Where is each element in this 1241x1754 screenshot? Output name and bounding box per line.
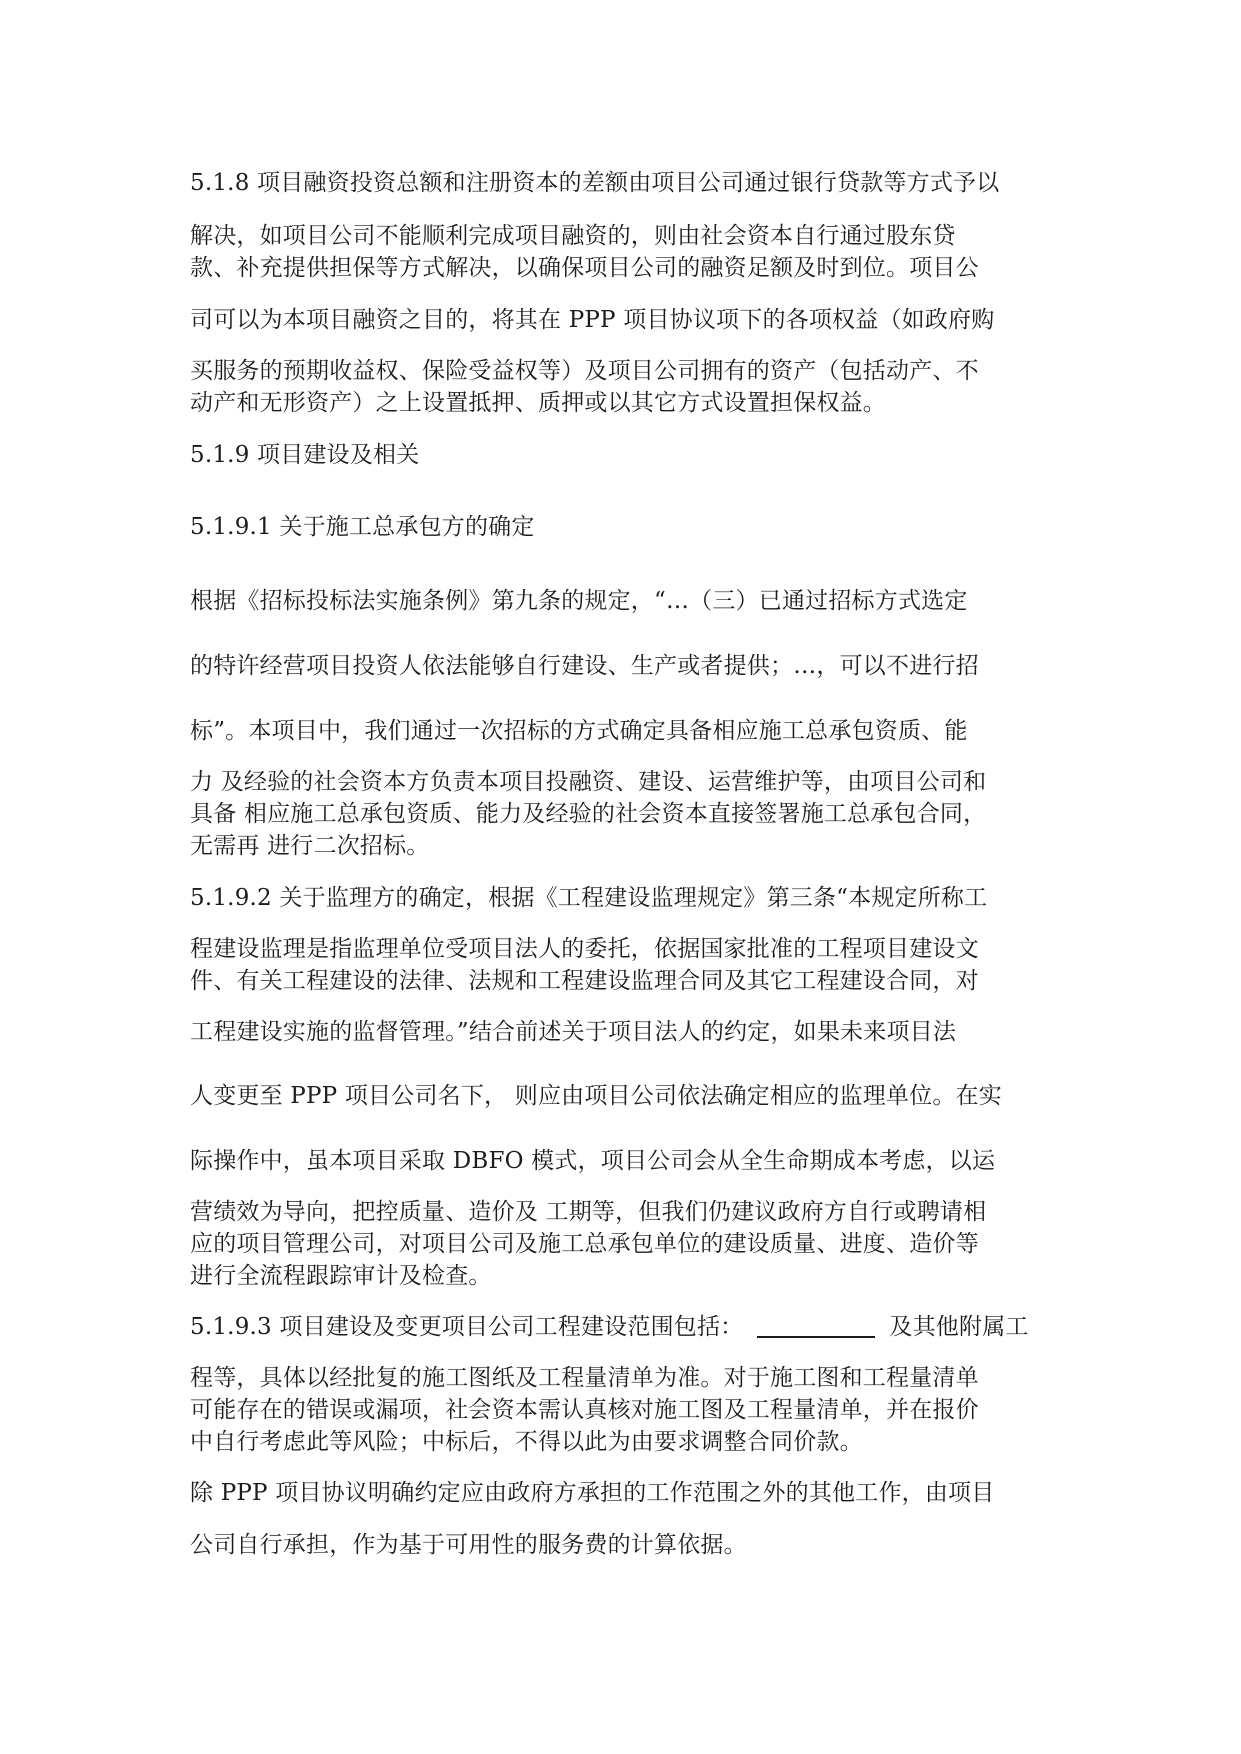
para-5192-line-4: 工程建设实施的监督管理。”结合前述关于项目法人的约定，如果未来项目法 (190, 1019, 957, 1045)
para-5191-line-1: 根据《招标投标法实施条例》第九条的规定，“…（三）已通过招标方式选定 (190, 588, 968, 614)
para-518-line-2: 解决，如项目公司不能顺利完成项目融资的，则由社会资本自行通过股东贷 (190, 223, 956, 249)
para-5193-line-4: 中自行考虑此等风险；中标后，不得以此为由要求调整合同价款。 (190, 1429, 863, 1455)
para-518-line-1: 5.1.8 项目融资投资总额和注册资本的差额由项目公司通过银行贷款等方式予以 (190, 170, 1000, 196)
para-5192-line-9: 进行全流程跟踪审计及检查。 (190, 1263, 492, 1289)
section-5191-heading: 5.1.9.1 关于施工总承包方的确定 (190, 514, 535, 540)
para-5192-line-7: 营绩效为导向，把控质量、造价及 工期等，但我们仍建议政府方自行或聘请相 (190, 1199, 987, 1225)
para-5191-line-2: 的特许经营项目投资人依法能够自行建设、生产或者提供；…，可以不进行招 (190, 653, 979, 679)
para-518-line-5: 买服务的预期收益权、保险受益权等）及项目公司拥有的资产（包括动产、不 (190, 358, 979, 384)
para-518-line-4: 司可以为本项目融资之目的，将其在 PPP 项目协议项下的各项权益（如政府购 (190, 307, 995, 333)
para-5193-line-3: 可能存在的错误或漏项，社会资本需认真核对施工图及工程量清单，并在报价 (190, 1397, 979, 1423)
para-5192-line-3: 件、有关工程建设的法律、法规和工程建设监理合同及其它工程建设合同，对 (190, 968, 979, 994)
para-5192-line-5: 人变更至 PPP 项目公司名下， 则应由项目公司依法确定相应的监理单位。在实 (190, 1083, 1002, 1109)
para-5192-line-1: 5.1.9.2 关于监理方的确定，根据《工程建设监理规定》第三条“本规定所称工 (190, 885, 988, 911)
para-5193-line-2: 程等，具体以经批复的施工图纸及工程量清单为准。对于施工图和工程量清单 (190, 1365, 979, 1391)
para-5192-line-2: 程建设监理是指监理单位受项目法人的委托，依据国家批准的工程项目建设文 (190, 936, 979, 962)
para-5193-line-1-end: 及其他附属工 (889, 1314, 1029, 1340)
para-closing-line-1: 除 PPP 项目协议明确约定应由政府方承担的工作范围之外的其他工作，由项目 (190, 1480, 995, 1506)
para-5191-line-3: 标”。本项目中，我们通过一次招标的方式确定具备相应施工总承包资质、能 (190, 718, 968, 744)
para-5191-line-4: 力 及经验的社会资本方负责本项目投融资、建设、运营维护等，由项目公司和 (190, 769, 987, 795)
para-5191-line-5: 具备 相应施工总承包资质、能力及经验的社会资本直接签署施工总承包合同， (190, 801, 987, 827)
section-519-heading: 5.1.9 项目建设及相关 (190, 442, 420, 468)
para-5191-line-6: 无需再 进行二次招标。 (190, 833, 430, 859)
para-5193-line-1 (190, 1312, 1029, 1342)
para-518-line-6: 动产和无形资产）之上设置抵押、质押或以其它方式设置担保权益。 (190, 390, 886, 416)
para-5193-line-1-start: 5.1.9.3 项目建设及变更项目公司工程建设范围包括： (190, 1314, 744, 1340)
para-518-line-3: 款、补充提供担保等方式解决，以确保项目公司的融资足额及时到位。项目公 (190, 255, 979, 281)
para-closing-line-2: 公司自行承担，作为基于可用性的服务费的计算依据。 (190, 1532, 747, 1558)
para-5192-line-8: 应的项目管理公司，对项目公司及施工总承包单位的建设质量、进度、造价等 (190, 1231, 979, 1257)
para-5192-line-6: 际操作中，虽本项目采取 DBFO 模式，项目公司会从全生命期成本考虑，以运 (190, 1148, 996, 1174)
fill-in-blank (757, 1336, 875, 1338)
